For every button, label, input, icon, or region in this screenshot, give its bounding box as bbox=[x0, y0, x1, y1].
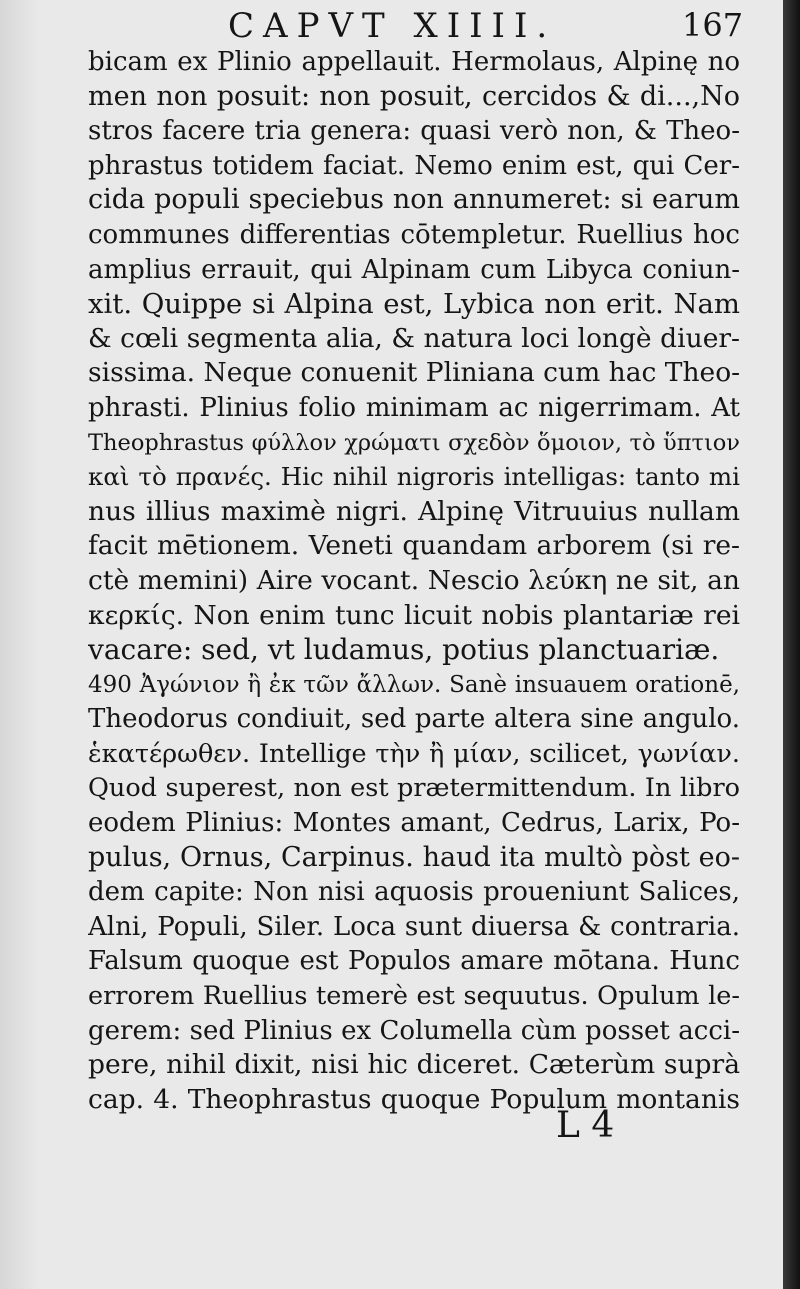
text-line: stros facere tria genera: quasi verò non, & Theo- bbox=[88, 116, 740, 147]
text-line: vacare: sed, vt ludamus, potius planctuariæ. bbox=[88, 633, 720, 667]
text-line: gerem: sed Plinius ex Columella cùm posset acci- bbox=[88, 1015, 740, 1046]
text-line: eodem Plinius: Montes amant, Cedrus, Larix, Po- bbox=[88, 808, 740, 839]
text-line: Theophrastus φύλλον χρώματι σχεδὸν ὅμοιον, τὸ ὕπτιον bbox=[88, 429, 740, 456]
text-line: dem capite: Non nisi aquosis proueniunt Salices, bbox=[88, 877, 740, 908]
signature-mark: L 4 bbox=[556, 1105, 615, 1146]
text-line: καὶ τὸ πρανές. Hic nihil nigroris intelligas: tanto mi bbox=[88, 462, 740, 492]
text-line: pulus, Ornus, Carpinus. haud ita multò pòst eo- bbox=[88, 841, 740, 873]
text-line: phrastus totidem faciat. Nemo enim est, qui Cer- bbox=[88, 150, 740, 181]
text-line: facit mētionem. Veneti quandam arborem (si re- bbox=[88, 530, 740, 562]
page-header bbox=[0, 4, 783, 48]
text-line: nus illius maximè nigri. Alpinę Vitruuius nullam bbox=[88, 495, 740, 527]
text-line: Alni, Populi, Siler. Loca sunt diuersa & contraria. bbox=[88, 911, 740, 942]
page-gutter-shadow bbox=[0, 0, 40, 1289]
text-line: κερκίς. Non enim tunc licuit nobis plantariæ rei bbox=[88, 599, 740, 631]
text-line: & cœli segmenta alia, & natura loci longè diuer- bbox=[88, 322, 740, 354]
text-line: ctè memini) Aire vocant. Nescio λεύκη ne sit, an bbox=[88, 564, 740, 596]
text-line: pere, nihil dixit, nisi hic diceret. Cæterùm suprà bbox=[88, 1049, 740, 1081]
text-line: men non posuit: non posuit, cercidos & di...,No bbox=[88, 80, 740, 112]
page-edge-shadow bbox=[783, 0, 800, 1289]
text-line: Theodorus condiuit, sed parte altera sine angulo. bbox=[88, 704, 740, 735]
text-line: bicam ex Plinio appellauit. Hermolaus, Alpinę no bbox=[88, 47, 740, 77]
text-line: 490 Ἀγώνιον ἢ ἐκ τῶν ἄλλων. Sanè insuauem orationē, bbox=[88, 671, 740, 698]
text-line: ἑκατέρωθεν. Intellige τὴν ἢ μίαν, scilicet, γωνίαν. bbox=[88, 738, 740, 769]
text-line: Quod superest, non est prætermittendum. In libro bbox=[88, 773, 740, 804]
text-line: amplius errauit, qui Alpinam cum Libyca coniun- bbox=[88, 254, 740, 285]
running-head: CAPVT XIIII. bbox=[228, 6, 557, 46]
text-line: xit. Quippe si Alpina est, Lybica non erit. Nam bbox=[88, 288, 740, 321]
text-line: cap. 4. Theophrastus quoque Populum montanis bbox=[88, 1083, 740, 1115]
text-line: communes differentias cōtempletur. Ruellius hoc bbox=[88, 219, 740, 250]
body-text bbox=[88, 45, 740, 1117]
text-line: cida populi speciebus non annumeret: si earum bbox=[88, 184, 740, 216]
text-line: sissima. Neque conuenit Pliniana cum hac Theo- bbox=[88, 357, 740, 389]
text-line: phrasti. Plinius folio minimam ac nigerrimam. At bbox=[88, 392, 740, 423]
page-number: 167 bbox=[682, 6, 744, 44]
text-line: errorem Ruellius temerè est sequutus. Opulum le- bbox=[88, 981, 740, 1012]
text-line: Falsum quoque est Populos amare mōtana. Hunc bbox=[88, 946, 740, 977]
